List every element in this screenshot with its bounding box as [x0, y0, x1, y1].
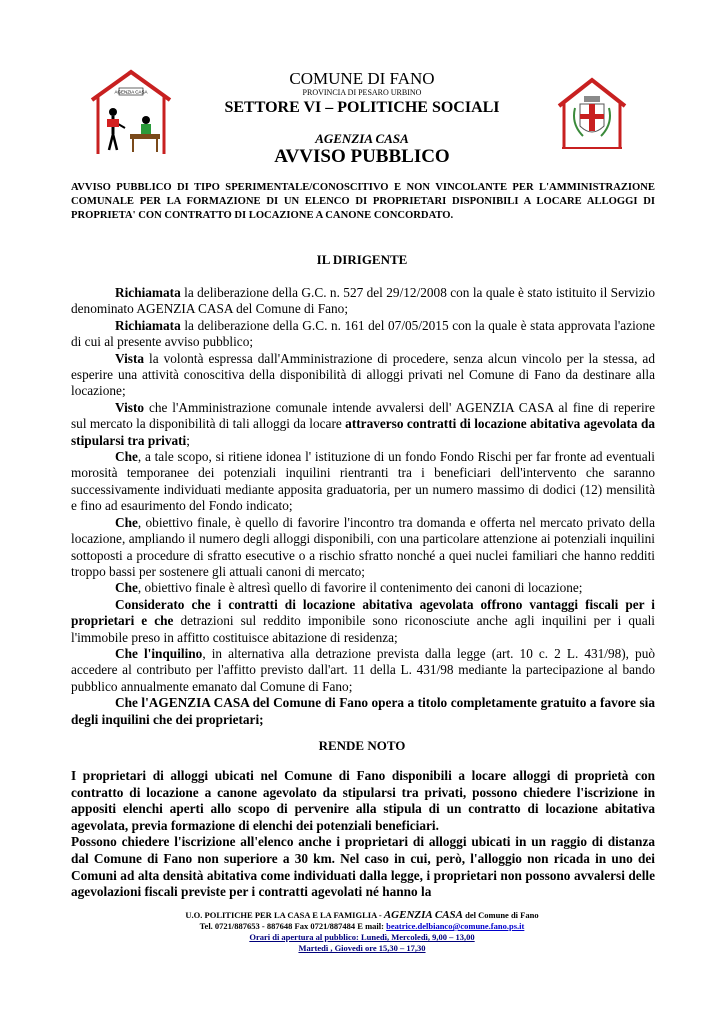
paragraph-text: , obiettivo finale, è quello di favorire l'incontro tra domanda e offerta nel mercato privato della locazione, ampliando il numero degli alloggi disponibili, con una particolare attenzione ai potenziali inquilini sottoposti a procedure di sfratto esecutive o a rischio sfratto nonché a quei nuclei familiari che hanno redditi troppo bassi per sostenere gli attuali canoni di mercato; [71, 514, 655, 579]
paragraph: Possono chiedere l'iscrizione all'elenco anche i proprietari di alloggi ubicati in un raggio di distanza dal Comune di Fano non superiore a 30 km. Nel caso in cui, però, l'alloggio non ricada in uno dei Comuni ad alta densità abitativa come individuati dalla legge, i proprietari non possono avvalersi delle agevolazioni fiscali previste per i contratti agevolati né hanno la [71, 834, 655, 900]
lead-word: Considerato che i contratti di locazione abitativa agevolata offrono vantaggi fiscali per i proprietari e che [71, 596, 655, 629]
paragraph [71, 515, 655, 581]
lead-word: Che [115, 449, 138, 465]
paragraph-text: , in alternativa alla detrazione prevista dalla legge (art. 10 c. 2 L. 431/98), può accedere al contributo per l'affitto previsto dall'art. 11 della L. 431/98 mediante la partecipazione al bando pubblico annualmente emanato dal Comune di Fano; [71, 645, 655, 694]
footer [0, 910, 724, 954]
lead-word: Vista [115, 350, 145, 366]
document-title: AVVISO PUBBLICO [274, 146, 450, 167]
paragraph [71, 695, 655, 728]
paragraph-text: ; [186, 432, 190, 448]
paragraph [71, 646, 655, 695]
paragraph [71, 449, 655, 515]
paragraph-text: che l'Amministrazione comunale intende avvalersi dell' AGENZIA CASA al fine di reperire sul mercato la disponibilità di tali alloggi da locare [71, 399, 655, 432]
paragraph: I proprietari di alloggi ubicati nel Comune di Fano disponibili a locare alloggi di proprietà con contratto di locazione a canone agevolato da stipularsi tra privati, possono chiedere l'iscrizione in appositi elenchi aperti allo scopo di pervenire alla stipula di un contratto di locazione abitativa agevolata, previa formazione di elenchi dei potenziali beneficiari. [71, 768, 655, 833]
office-text: U.O. POLITICHE PER LA CASA E LA FAMIGLIA - [185, 910, 384, 920]
paragraph [71, 318, 655, 351]
dirigente-body [71, 285, 655, 728]
lead-word: Che l'AGENZIA CASA del Comune di Fano opera a titolo completamente gratuito a favore sia degli inquilini che dei proprietari; [71, 695, 655, 727]
province-name: PROVINCIA DI PESARO URBINO [302, 88, 422, 97]
bold-phrase: attraverso contratti di locazione abitativa agevolata da stipularsi tra privati [71, 416, 655, 448]
paragraph-text: , a tale scopo, si ritiene idonea l' istituzione di un fondo Fondo Rischi per far fronte ad eventuali morosità temporanee dei potenziali inquilini rientranti tra i beneficiari dell'intervento che saranno successivamente individuati mediante apposita graduatoria, per un numero massimo di dodici (12) mensilità e fino ad esaurimento del Fondo indicato; [71, 449, 655, 514]
svg-text:AGENZIA CASA: AGENZIA CASA [114, 89, 148, 95]
lead-word: Che l'inquilino [115, 645, 203, 661]
municipality-name: COMUNE DI FANO [289, 69, 435, 88]
paragraph-text: la volontà espressa dall'Amministrazione di procedere, senza alcun vincolo per la stessa, ad esperire una attività conoscitiva della disponibilità di alloggi privati nel Comune di Fano da destinare alla locazione; [71, 350, 655, 399]
footer-contacts [0, 921, 724, 932]
sector-name: SETTORE VI – POLITICHE SOCIALI [224, 99, 500, 116]
office-text-end: del Comune di Fano [463, 910, 539, 920]
paragraph-text: la deliberazione della G.C. n. 161 del 07/05/2015 con la quale è stata approvata l'azione di cui al presente avviso pubblico; [71, 317, 655, 350]
opening-hours: Orari di apertura al pubblico: Lunedì, Mercoledì, 9,00 – 13,00 [249, 932, 475, 942]
contacts-text: Tel. 0721/887653 - 887648 Fax 0721/887484 E mail: [199, 921, 387, 931]
lead-word: Che [115, 514, 138, 530]
paragraph [71, 580, 655, 596]
lead-word: Visto [115, 399, 145, 415]
lead-word: Che [115, 580, 138, 596]
paragraph [71, 597, 655, 646]
lead-word: Richiamata [115, 317, 181, 333]
paragraph-text: la deliberazione della G.C. n. 527 del 29/12/2008 con la quale è stato istituito il Servizio denominato AGENZIA CASA del Comune di Fano; [71, 285, 655, 317]
paragraph [71, 351, 655, 400]
paragraph-text: , obiettivo finale è altresì quello di favorire il contenimento dei canoni di locazione; [137, 580, 583, 596]
footer-office [0, 910, 724, 921]
dirigente-heading: IL DIRIGENTE [316, 252, 408, 267]
opening-hours-2: Martedì , Giovedì ore 15,30 – 17,30 [298, 943, 426, 953]
rende-noto-body [71, 768, 655, 901]
paragraph [71, 285, 655, 318]
email-link[interactable]: beatrice.delbianco@comune.fano.ps.it [386, 921, 525, 931]
agency-subtitle: AGENZIA CASA [315, 131, 409, 146]
lead-word: Richiamata [115, 285, 181, 300]
rende-noto-heading: RENDE NOTO [318, 738, 406, 753]
intro-paragraph: AVVISO PUBBLICO DI TIPO SPERIMENTALE/CONOSCITIVO E NON VINCOLANTE PER L'AMMINISTRAZIONE COMUNALE PER LA FORMAZIONE DI UN ELENCO DI PROPRIETARI DISPONIBILI A LOCARE ALLOGGI DI PROPRIETA' CON CONTRATTO DI LOCAZIONE A CANONE CONCORDATO. [71, 182, 655, 221]
agency-text: AGENZIA CASA [383, 909, 464, 921]
paragraph [71, 400, 655, 449]
paragraph-text: detrazioni sul reddito imponibile sono riconosciute anche agli inquilini per i quali l'immobile preso in affitto costituisce abitazione di residenza; [71, 613, 655, 645]
header [0, 70, 724, 118]
